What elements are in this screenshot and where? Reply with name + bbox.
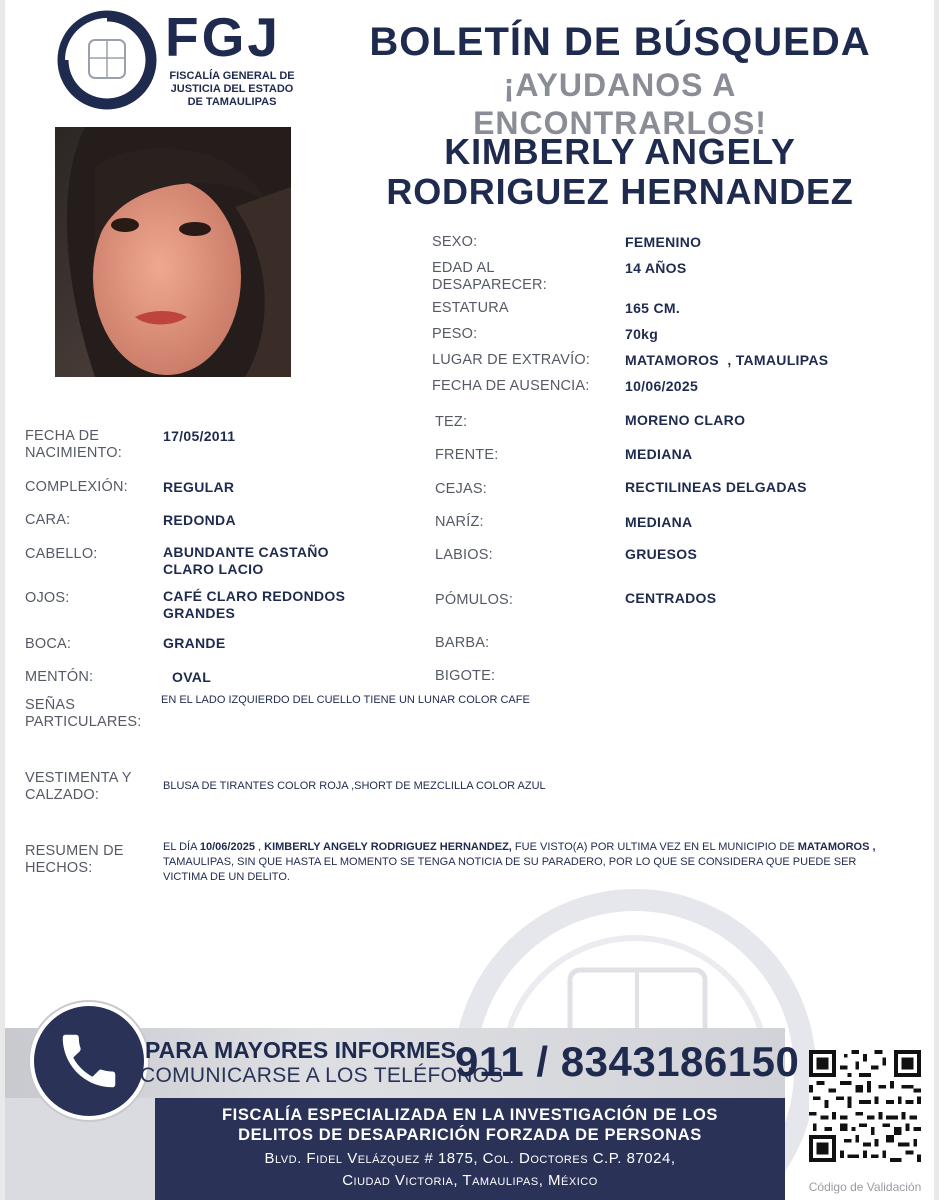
complexion-label: TEZ: <box>435 414 468 430</box>
info-line-1: PARA MAYORES INFORMES, <box>145 1037 463 1063</box>
weight-value: 70kg <box>625 326 659 342</box>
nose-label: NARÍZ: <box>435 514 484 530</box>
sex-value: FEMENINO <box>625 234 702 250</box>
address-line: Ciudad Victoria, Tamaulipas, México <box>342 1172 598 1189</box>
absence-date-value: 10/06/2025 <box>625 378 699 394</box>
forehead-label: FRENTE: <box>435 447 499 463</box>
nose-value: MEDIANA <box>625 514 693 530</box>
face-label: CARA: <box>25 512 71 528</box>
cheekbones-label: PÓMULOS: <box>435 592 514 608</box>
missing-person-photo <box>55 127 291 377</box>
complexion-value: MORENO CLARO <box>625 412 746 428</box>
mouth-label: BOCA: <box>25 636 72 652</box>
logo-subtitle <box>165 70 299 109</box>
location-value: MATAMOROS , TAMAULIPAS <box>625 352 829 368</box>
search-bulletin <box>5 0 934 1200</box>
absence-date-label: FECHA DE AUSENCIA: <box>432 378 590 394</box>
logo-text: FGJ <box>165 6 281 68</box>
mustache-label: BIGOTE: <box>435 668 496 684</box>
phone-icon <box>54 1026 124 1096</box>
age-value: 14 AÑOS <box>625 260 687 276</box>
build-label: COMPLEXIÓN: <box>25 479 128 495</box>
logo-subtitle-line: FISCALÍA GENERAL DE <box>169 70 295 82</box>
bulletin-title: BOLETÍN DE BÚSQUEDA <box>369 20 871 64</box>
sex-label: SEXO: <box>432 234 478 250</box>
age-label: EDAD AL DESAPARECER: <box>432 260 547 293</box>
beard-label: BARBA: <box>435 635 490 651</box>
person-name-line: RODRIGUEZ HERNANDEZ <box>386 171 854 212</box>
cheekbones-value: CENTRADOS <box>625 590 717 606</box>
marks-value: EN EL LADO IZQUIERDO DEL CUELLO TIENE UN LUNAR COLOR CAFE <box>161 694 530 706</box>
summary-part: EL DÍA <box>163 841 200 853</box>
agency-name-line: FISCALÍA ESPECIALIZADA EN LA INVESTIGACIÓN DE LOS <box>221 1106 718 1124</box>
face-value: REDONDA <box>163 512 236 528</box>
person-name-line: KIMBERLY ANGELY <box>444 131 796 172</box>
agency-address <box>155 1148 785 1192</box>
clothing-label: VESTIMENTA Y CALZADO: <box>25 770 132 803</box>
hair-value: ABUNDANTE CASTAÑO CLARO LACIO <box>163 544 329 577</box>
summary-part: , <box>254 841 265 853</box>
summary-part: FUE VISTO(A) POR ULTIMA VEZ EN EL MUNICIPIO DE <box>511 841 798 853</box>
chin-label: MENTÓN: <box>25 669 94 685</box>
eyebrows-value: RECTILINEAS DELGADAS <box>625 479 807 495</box>
info-line-2: COMUNICARSE A LOS TELÉFONOS <box>140 1064 504 1087</box>
birthdate-value: 17/05/2011 <box>163 428 236 444</box>
lips-value: GRUESOS <box>625 546 698 562</box>
eyebrows-label: CEJAS: <box>435 481 487 497</box>
summary-part: TAMAULIPAS, SIN QUE HASTA EL MOMENTO SE TENGA NOTICIA DE SU PARADERO, POR LO QUE SE CONSIDERA QUE PUEDE SER VICTIMA DE UN DELITO. <box>163 856 857 883</box>
summary-date: 10/06/2025 <box>199 841 255 853</box>
build-value: REGULAR <box>163 479 235 495</box>
logo-subtitle-line: DE TAMAULIPAS <box>187 96 277 108</box>
agency-name-line: DELITOS DE DESAPARICIÓN FORZADA DE PERSONAS <box>238 1126 702 1144</box>
bulletin-subtitle: ¡AYUDANOS A ENCONTRARLOS! <box>473 67 767 141</box>
eyes-value: CAFÉ CLARO REDONDOS GRANDES <box>163 588 346 621</box>
birthdate-label: FECHA DE NACIMIENTO: <box>25 428 122 461</box>
qr-code-icon[interactable] <box>809 1050 921 1162</box>
summary-name: KIMBERLY ANGELY RODRIGUEZ HERNANDEZ, <box>264 841 512 853</box>
height-label: ESTATURA <box>432 300 509 316</box>
hair-label: CABELLO: <box>25 546 98 562</box>
summary-label: RESUMEN DE HECHOS: <box>25 843 124 876</box>
eyes-label: OJOS: <box>25 590 70 606</box>
forehead-value: MEDIANA <box>625 446 693 462</box>
marks-label: SEÑAS PARTICULARES: <box>25 697 142 730</box>
summary-text <box>163 840 878 885</box>
lips-label: LABIOS: <box>435 547 493 563</box>
address-line: Blvd. Fidel Velázquez # 1875, Col. Doctores C.P. 87024, <box>264 1150 676 1167</box>
mouth-value: GRANDE <box>163 635 226 651</box>
person-name <box>375 132 865 212</box>
qr-caption: Código de Validación <box>808 1180 922 1194</box>
weight-label: PESO: <box>432 326 478 342</box>
chin-value: OVAL <box>172 669 212 685</box>
agency-name <box>155 1105 785 1145</box>
location-label: LUGAR DE EXTRAVÍO: <box>432 352 591 368</box>
summary-city: MATAMOROS , <box>797 841 876 853</box>
height-value: 165 CM. <box>625 300 681 316</box>
logo-subtitle-line: JUSTICIA DEL ESTADO <box>170 83 294 95</box>
clothing-value: BLUSA DE TIRANTES COLOR ROJA ,SHORT DE MEZCLILLA COLOR AZUL <box>163 780 546 792</box>
phone-numbers[interactable]: 911 / 8343186150 <box>455 1038 800 1085</box>
phone-icon-circle <box>30 1002 148 1120</box>
state-seal-icon <box>57 10 157 110</box>
